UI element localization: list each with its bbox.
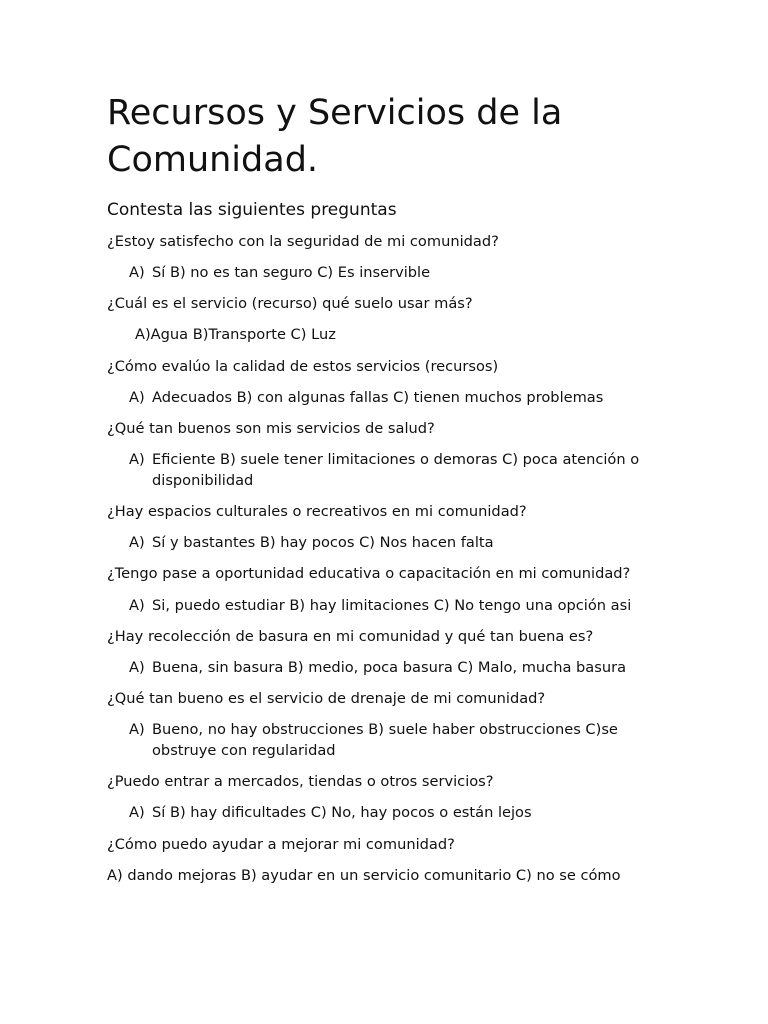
question-1: ¿Estoy satisfecho con la seguridad de mi comunidad? [107,233,499,250]
answer-10: A) dando mejoras B) ayudar en un servicio comunitario C) no se cómo [107,867,621,884]
answer-7 [129,657,689,678]
answer-5 [129,532,689,553]
instructions-subtitle: Contesta las siguientes preguntas [107,200,397,220]
answer-marker: A) [129,804,145,821]
answer-marker: A) [129,721,145,738]
answer-marker: A) [129,389,145,406]
answer-6 [129,595,689,616]
question-5: ¿Hay espacios culturales o recreativos en mi comunidad? [107,503,527,520]
answer-text: Adecuados B) con algunas fallas C) tienen muchos problemas [152,389,604,406]
question-9: ¿Puedo entrar a mercados, tiendas o otros servicios? [107,773,494,790]
answer-text: Sí B) hay dificultades C) No, hay pocos o están lejos [152,804,532,821]
question-4: ¿Qué tan buenos son mis servicios de salud? [107,420,435,437]
answer-1 [129,262,689,283]
answer-text: Sí y bastantes B) hay pocos C) Nos hacen falta [152,534,494,551]
answer-text: Si, puedo estudiar B) hay limitaciones C) No tengo una opción asi [152,597,632,614]
answer-marker: A) [129,597,145,614]
answer-text: Sí B) no es tan seguro C) Es inservible [152,264,431,281]
question-3: ¿Cómo evalúo la calidad de estos servicios (recursos) [107,358,499,375]
answer-text: Buena, sin basura B) medio, poca basura C) Malo, mucha basura [152,659,627,676]
question-10: ¿Cómo puedo ayudar a mejorar mi comunidad? [107,836,455,853]
page-title: Recursos y Servicios de la Comunidad. [107,93,563,180]
answer-marker: A) [129,264,145,281]
question-2: ¿Cuál es el servicio (recurso) qué suelo usar más? [107,295,473,312]
answer-marker: A) [129,451,145,468]
answer-3 [129,387,689,408]
answer-text: Eficiente B) suele tener limitaciones o demoras C) poca atención o disponibilidad [152,451,640,489]
answer-4 [129,449,669,491]
answer-8 [129,719,649,761]
answer-9 [129,802,689,823]
question-7: ¿Hay recolección de basura en mi comunidad y qué tan buena es? [107,628,594,645]
answer-text: Bueno, no hay obstrucciones B) suele haber obstrucciones C)se obstruye con regularidad [152,721,618,759]
answer-2: A)Agua B)Transporte C) Luz [135,326,336,343]
answer-marker: A) [129,534,145,551]
question-8: ¿Qué tan bueno es el servicio de drenaje de mi comunidad? [107,690,546,707]
question-6: ¿Tengo pase a oportunidad educativa o capacitación en mi comunidad? [107,565,631,582]
answer-marker: A) [129,659,145,676]
